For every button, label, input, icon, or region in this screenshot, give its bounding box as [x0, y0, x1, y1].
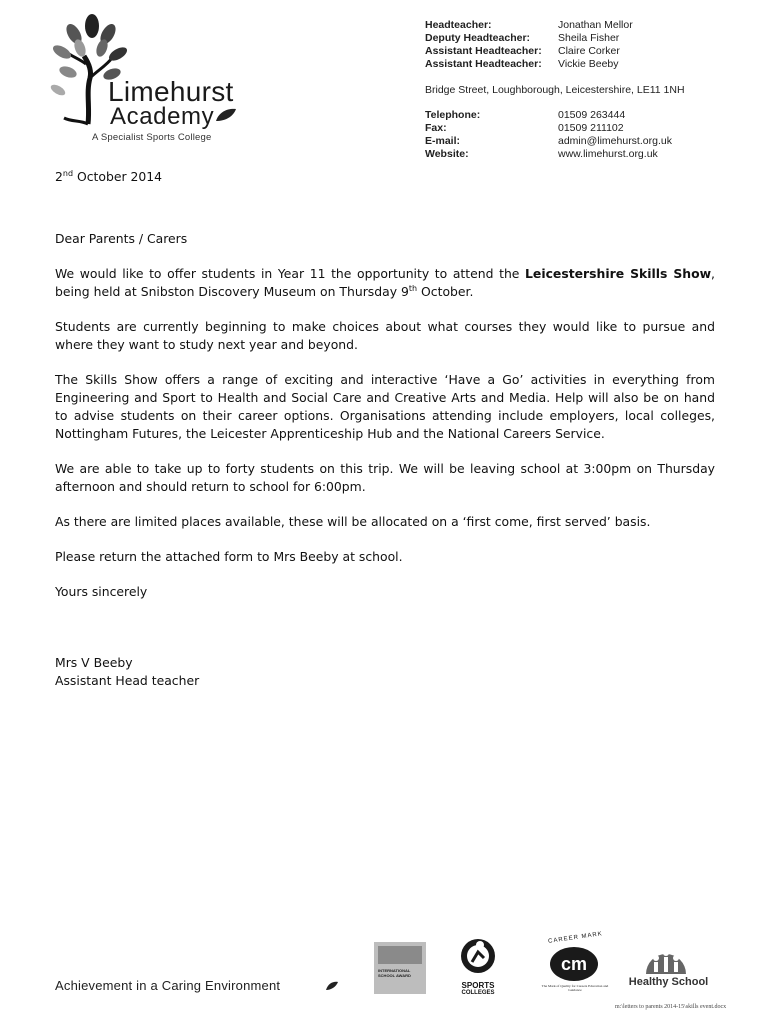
sports-line2: COLLEGES	[461, 990, 495, 996]
award-text: INTERNATIONAL SCHOOL AWARD	[378, 968, 411, 978]
sports-line1: SPORTS	[461, 981, 495, 990]
paragraph-intro	[55, 265, 715, 301]
sports-colleges-badge	[458, 936, 498, 1000]
paragraph-trip: We are able to take up to forty students on this trip. We will be leaving school at 3:00pm on Thursday afternoon and should return to school for 6:00pm.	[55, 461, 715, 494]
contact-email-link[interactable]: admin@limehurst.org.uk	[558, 135, 672, 147]
intro-text: , being held at Snibston Discovery Museum on Thursday 9	[55, 266, 715, 299]
staff-row	[425, 19, 725, 32]
staff-name: Claire Corker	[558, 45, 620, 57]
healthy-school-text: Healthy School	[628, 976, 709, 988]
svg-text:cm: cm	[560, 954, 588, 974]
paragraph-return-form: Please return the attached form to Mrs Beeby at school.	[55, 549, 403, 564]
staff-name: Jonathan Mellor	[558, 19, 633, 31]
contact-row	[425, 122, 725, 135]
staff-name: Vickie Beeby	[558, 58, 619, 70]
signatory-name: Mrs V Beeby	[55, 655, 133, 670]
contact-list	[425, 109, 725, 161]
leaf-icon	[325, 981, 339, 991]
school-logo	[50, 12, 250, 147]
date-suffix: nd	[62, 169, 74, 178]
logo-name-line1: Limehurst	[108, 76, 234, 107]
contact-value: 01509 211102	[558, 122, 624, 134]
international-award-badge	[374, 942, 426, 994]
file-reference: m:\letters to parents 2014-15\skills event.docx	[615, 1004, 727, 1010]
contact-label: E-mail:	[425, 135, 461, 147]
staff-role: Assistant Headteacher:	[425, 45, 542, 57]
contact-label: Website:	[425, 148, 469, 160]
sports-figure-icon	[458, 936, 498, 976]
healthy-school-badge	[626, 940, 711, 992]
staff-row	[425, 58, 725, 71]
staff-name: Sheila Fisher	[558, 32, 620, 44]
intro-text: October.	[417, 284, 474, 299]
contact-value: 01509 263444	[558, 109, 626, 121]
letter-body	[55, 168, 715, 690]
career-mark-icon	[548, 945, 600, 983]
career-mark-sub: The Mark of Quality for Careers Education and Guidance	[541, 984, 609, 992]
leaf-icon	[215, 108, 237, 122]
date-suffix: th	[408, 284, 418, 293]
letter-date	[55, 168, 715, 186]
contact-website-link[interactable]: www.limehurst.org.uk	[558, 148, 658, 160]
career-mark-badge	[540, 931, 610, 997]
school-address: Bridge Street, Loughborough, Leicestershire, LE11 1NH	[425, 84, 685, 96]
contact-row	[425, 135, 725, 148]
logo-name-line2: Academy	[110, 103, 215, 130]
career-mark-title: CAREER MARK	[547, 931, 604, 945]
contact-row	[425, 109, 725, 122]
footer-motto: Achievement in a Caring Environment	[55, 978, 281, 993]
logo-tagline: A Specialist Sports College	[92, 132, 212, 143]
healthy-school-icon	[644, 940, 688, 976]
staff-row	[425, 45, 725, 58]
paragraph-places: As there are limited places available, these will be allocated on a ‘first come, first served’ basis.	[55, 514, 651, 529]
contact-label: Telephone:	[425, 109, 481, 121]
salutation: Dear Parents / Carers	[55, 231, 188, 246]
signatory-title: Assistant Head teacher	[55, 673, 200, 688]
staff-row	[425, 32, 725, 45]
staff-role: Headteacher:	[425, 19, 492, 31]
staff-list	[425, 19, 725, 71]
event-name: Leicestershire Skills Show	[525, 266, 712, 281]
staff-role: Deputy Headteacher:	[425, 32, 531, 44]
paragraph-skills-show: The Skills Show offers a range of exciting and interactive ‘Have a Go’ activities in everything from Engineering and Sport to Health and Social Care and Creative Arts and Media. Help will also be on hand to advise students on their career options. Organisations attending include employers, local colleges, Nottingham Futures, the Leicester Apprenticeship Hub and the National Careers Service.	[55, 372, 715, 441]
contact-label: Fax:	[425, 122, 447, 134]
intro-text: We would like to offer students in Year 11 the opportunity to attend the	[55, 266, 526, 281]
contact-row	[425, 148, 725, 161]
closing: Yours sincerely	[55, 584, 148, 599]
staff-role: Assistant Headteacher:	[425, 58, 542, 70]
date-day: 2	[55, 169, 63, 184]
paragraph-choices: Students are currently beginning to make choices about what courses they would like to pursue and where they want to study next year and beyond.	[55, 319, 715, 352]
date-rest: October 2014	[73, 169, 163, 184]
